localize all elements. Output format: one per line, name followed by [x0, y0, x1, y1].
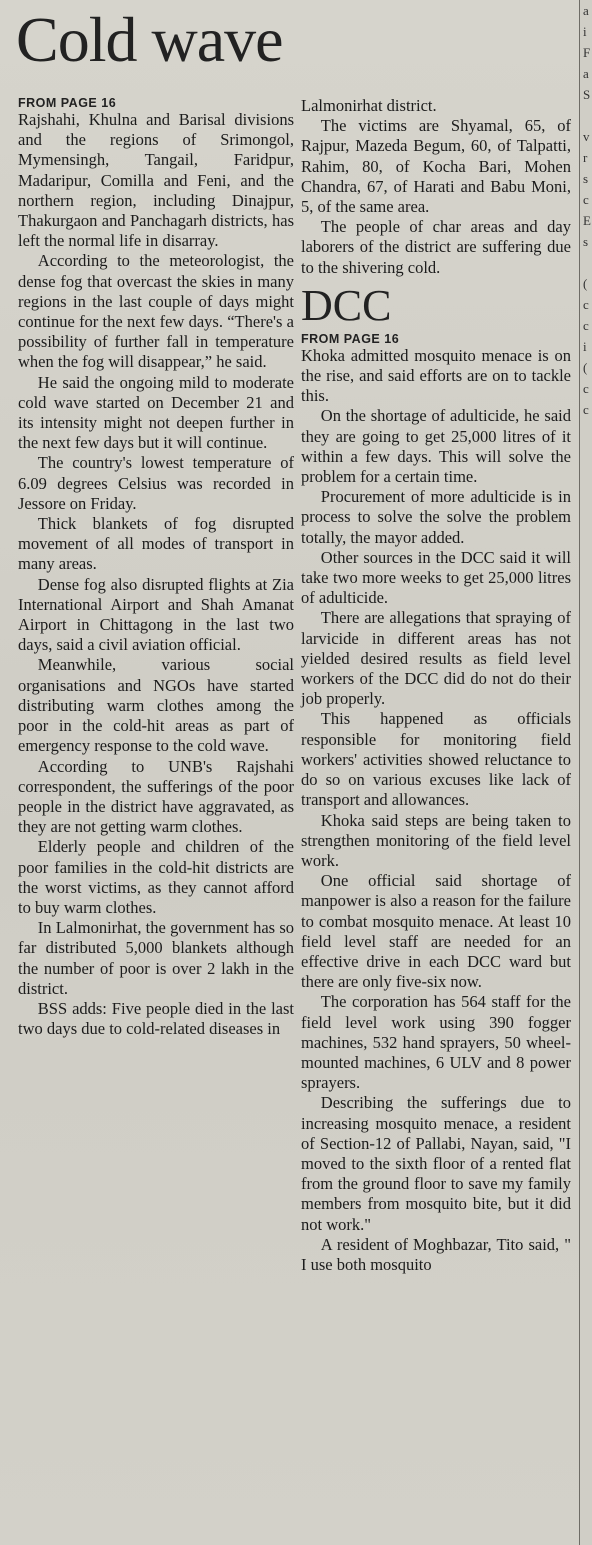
- fragment-letter: c: [583, 402, 589, 417]
- fragment-letter: [580, 420, 592, 441]
- fragment-letter: [580, 567, 592, 588]
- fragment-letter: [580, 105, 592, 126]
- fragment-letter: (: [583, 360, 588, 375]
- article-paragraph: Rajshahi, Khulna and Barisal divisions and the regions of Srimongol, Mymensingh, Tangail, Faridpur, Madaripur, Comilla and Feni, and the northern region, including Dinajpur, Thakurgaon and Panchagarh districts, has left the normal life in disarray.: [18, 110, 294, 251]
- fragment-letter: [580, 735, 592, 756]
- article-paragraph: One official said shortage of manpower is also a reason for the failure to combat mosquito menace. At least 10 field level staff are needed for an effective drive in each DCC ward but there are only five-six now.: [301, 871, 571, 992]
- article-paragraph: According to UNB's Rajshahi correspondent, the sufferings of the poor people in the district have aggravated, as they are not getting warm clothes.: [18, 756, 294, 837]
- article-paragraph: In Lalmonirhat, the government has so far distributed 5,000 blankets although the number of poor is over 2 lakh in the district.: [18, 918, 294, 998]
- article-paragraph: According to the meteorologist, the dense fog that overcast the skies in many regions in the last couple of days might continue for the next few days. “There's a possibility of further fall in temperature when the fog will disappear,” he said.: [18, 251, 294, 372]
- fragment-letter: [580, 861, 592, 882]
- article-paragraph: Procurement of more adulticide is in process to solve the solve the problem totally, the mayor added.: [301, 487, 571, 547]
- from-page-label: FROM PAGE 16: [18, 96, 117, 110]
- fragment-letter: [580, 651, 592, 672]
- fragment-letter: [580, 546, 592, 567]
- fragment-letter: r: [583, 150, 588, 165]
- fragment-letter: v: [583, 129, 590, 144]
- fragment-letter: [580, 630, 592, 651]
- fragment-letter: c: [583, 297, 589, 312]
- article-paragraph: Lalmonirhat district.: [301, 96, 437, 115]
- fragment-letter: [580, 756, 592, 777]
- fragment-letter: [580, 483, 592, 504]
- fragment-letter: [580, 609, 592, 630]
- fragment-letter: [580, 798, 592, 819]
- article-paragraph: BSS adds: Five people died in the last two days due to cold-related diseases in: [18, 998, 294, 1039]
- right-column: [301, 96, 571, 1275]
- article-paragraph: Khoka admitted mosquito menace is on the rise, and said efforts are on to tackle this.: [301, 345, 571, 406]
- fragment-letter: c: [583, 381, 589, 396]
- article-paragraph: There are allegations that spraying of larvicide in different areas has not yielded desired results as field level workers of the DCC did do not do their job properly.: [301, 608, 571, 709]
- article-paragraph: The country's lowest temperature of 6.09 degrees Celsius was recorded in Jessore on Friday.: [18, 453, 294, 513]
- fragment-letter: [580, 504, 592, 525]
- article-paragraph: Other sources in the DCC said it will take two more weeks to get 25,000 litres of adulticide.: [301, 547, 571, 608]
- article-paragraph: Khoka said steps are being taken to strengthen monitoring of the field level work.: [301, 810, 571, 870]
- adjacent-column-fragment: [579, 0, 592, 1545]
- fragment-letter: [580, 882, 592, 903]
- from-page-label: FROM PAGE 16: [301, 331, 400, 346]
- fragment-letter: E: [583, 213, 591, 228]
- article-paragraph: A resident of Moghbazar, Tito said, " I use both mosquito: [301, 1234, 571, 1274]
- fragment-letter: a: [583, 3, 589, 18]
- fragment-letter: [580, 693, 592, 714]
- headline: Cold wave: [16, 4, 283, 75]
- article-paragraph: The corporation has 564 staff for the field level work using 390 fogger machines, 532 hand sprayers, 50 wheel-mounted machines, 6 ULV and 8 power sprayers.: [301, 992, 571, 1093]
- fragment-letter: [580, 441, 592, 462]
- article-paragraph: Describing the sufferings due to increasing mosquito menace, a resident of Section-12 of Pallabi, Nayan, said, "I moved to the sixth floor of a rented flat from the ground floor to save my family members from mosquito bite, but it did not work.": [301, 1093, 571, 1234]
- fragment-letter: i: [583, 24, 587, 39]
- fragment-letter: s: [583, 234, 589, 249]
- fragment-letter: (: [583, 276, 588, 291]
- left-column: [18, 96, 294, 1039]
- fragment-letter: [580, 672, 592, 693]
- article-paragraph: He said the ongoing mild to moderate cold wave started on December 21 and its intensity might not deepen further in the next few days but it will continue.: [18, 372, 294, 453]
- fragment-letter: c: [583, 318, 589, 333]
- article-paragraph: This happened as officials responsible for monitoring field workers' activities showed reluctance to do so on various excuses like lack of transport and allowances.: [301, 709, 571, 810]
- article-paragraph: Thick blankets of fog disrupted movement of all modes of transport in many areas.: [18, 514, 294, 574]
- article-paragraph: On the shortage of adulticide, he said they are going to get 25,000 litres of it within a few days. This will solve the problem for a certain time.: [301, 406, 571, 487]
- article-paragraph: The people of char areas and day laborers of the district are suffering due to the shivering cold.: [301, 217, 571, 277]
- subhead-dcc: DCC: [301, 280, 392, 330]
- fragment-letter: [580, 840, 592, 861]
- fragment-letter: F: [583, 45, 591, 60]
- fragment-letter: [580, 714, 592, 735]
- fragment-letter: s: [583, 171, 589, 186]
- article-paragraph: Meanwhile, various social organisations and NGOs have started distributing warm clothes among the poor in the cold-hit areas as part of emergency response to the cold wave.: [18, 655, 294, 756]
- article-paragraph: The victims are Shyamal, 65, of Rajpur, Mazeda Begum, 60, of Talpatti, Rahim, 80, of Kocha Bari, Mohen Chandra, 67, of Harati and Babu Moni, 5, of the same area.: [301, 116, 571, 217]
- fragment-letter: S: [583, 87, 591, 102]
- fragment-letter: [580, 819, 592, 840]
- fragment-letter: a: [583, 66, 589, 81]
- fragment-letter: [580, 777, 592, 798]
- article-paragraph: Dense fog also disrupted flights at Zia International Airport and Shah Amanat Airport in Chittagong in the last two days, said a civil aviation official.: [18, 574, 294, 655]
- fragment-letter: i: [583, 339, 587, 354]
- fragment-letter: [580, 525, 592, 546]
- fragment-letter: [580, 252, 592, 273]
- article-paragraph: Elderly people and children of the poor families in the cold-hit districts are the worst victims, as they cannot afford to buy warm clothes.: [18, 837, 294, 917]
- fragment-letter: [580, 588, 592, 609]
- fragment-letter: [580, 462, 592, 483]
- fragment-letter: c: [583, 192, 589, 207]
